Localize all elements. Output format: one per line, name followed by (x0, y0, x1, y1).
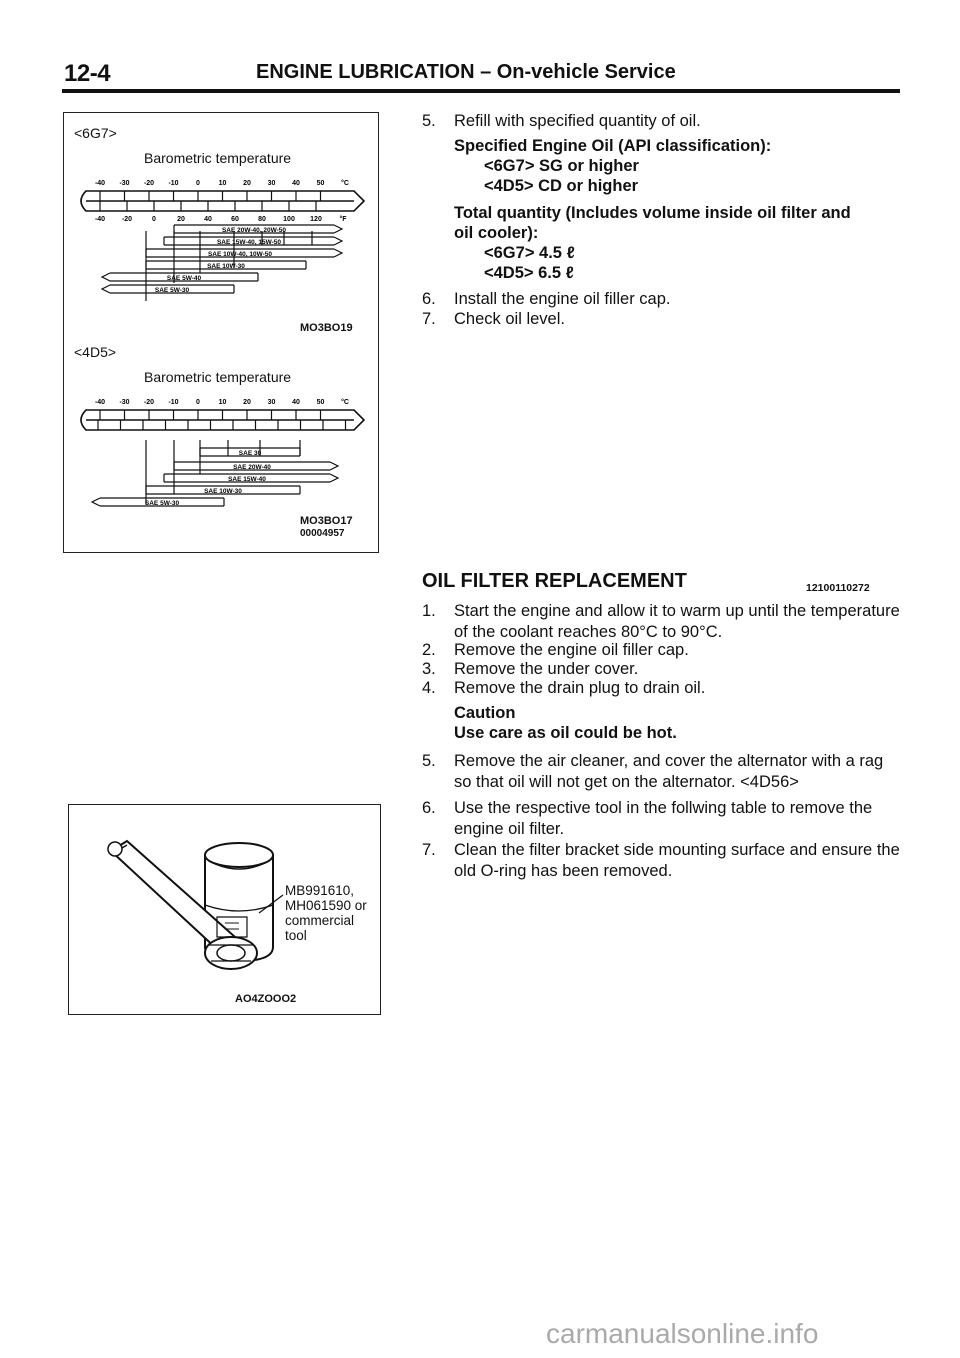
fahrenheit-tick-label: 40 (204, 216, 212, 223)
viscosity-chart-4d5 (64, 386, 378, 516)
fahrenheit-tick-label: 60 (231, 216, 239, 223)
grade-bars (102, 225, 342, 301)
step-number: 3. (422, 660, 436, 678)
celsius-tick-label: 10 (218, 180, 227, 187)
grade-label: SAE 10W-40, 10W-50 (207, 251, 273, 258)
celsius-tick-label: 40 (292, 180, 300, 187)
grade-label: SAE 5W-40 (166, 275, 202, 282)
tool-caption-line: MB991610, (285, 883, 355, 898)
step-number: 4. (422, 679, 436, 697)
tool-caption-line: commercial (285, 913, 355, 928)
step-number: 1. (422, 602, 436, 620)
celsius-tick-label: 50 (316, 180, 325, 187)
arrow-right (330, 462, 338, 470)
step-text: Use the respective tool in the follwing table to remove the engine oil filter. (454, 799, 873, 838)
spec-6g7: <6G7> SG or higher (484, 157, 639, 175)
header-rule (62, 89, 900, 93)
arrow-left (92, 498, 100, 506)
celsius-tick-label: -40 (94, 180, 106, 187)
grade-label: SAE 10W-30 (204, 488, 242, 495)
fahrenheit-tick-label: 100 (283, 216, 295, 223)
thermometer-scale (81, 179, 364, 223)
arrow-right (330, 474, 338, 482)
celsius-tick-label: 0 (196, 399, 200, 406)
step-number: 7. (422, 841, 436, 859)
celsius-tick-label: 20 (243, 399, 251, 406)
figure-code: MO3BO17 (300, 515, 353, 527)
grade-label: SAE 15W-40, 15W-50 (216, 239, 282, 246)
caution-label: Caution (454, 704, 516, 722)
celsius-tick-label: 30 (267, 399, 276, 406)
celsius-tick-label: -10 (168, 399, 179, 406)
caution-text: Use care as oil could be hot. (454, 724, 677, 742)
total-heading-cont: oil cooler): (454, 224, 539, 242)
chart-title-4d5: Barometric temperature (144, 369, 292, 385)
figure-code: AO4ZOOO2 (235, 993, 297, 1005)
grade-label: SAE 30 (238, 450, 262, 457)
watermark: carmanualsonline.info (546, 1318, 819, 1349)
tool-caption (285, 883, 367, 943)
tool-caption-line: tool (285, 928, 307, 943)
page-number: 12-4 (64, 60, 111, 87)
total-4d5: <4D5> 6.5 ℓ (484, 264, 574, 282)
step-text: Refill with specified quantity of oil. (454, 112, 701, 130)
grade-label: SAE 15W-40 (228, 476, 266, 483)
grade-bars (92, 440, 338, 507)
celsius-tick-label: 40 (292, 399, 300, 406)
grade-label: SAE 5W-30 (144, 500, 180, 507)
fahrenheit-tick-label: 0 (152, 216, 156, 223)
engine-label-4d5: <4D5> (74, 344, 117, 360)
figure-code: MO3BO19 (300, 322, 353, 334)
figure-oil-viscosity-chart (63, 112, 379, 553)
step-text: Start the engine and allow it to warm up until the temperature of the coolant reaches 80°C to 90°C. (454, 602, 900, 641)
section-heading: OIL FILTER REPLACEMENT (422, 570, 687, 592)
celsius-tick-label: -30 (119, 180, 130, 187)
celsius-tick-label: °C (341, 180, 349, 187)
celsius-tick-label: 50 (316, 399, 325, 406)
step-number: 5. (422, 752, 436, 770)
step-number: 7. (422, 310, 436, 328)
step-number: 6. (422, 799, 436, 817)
spec-heading: Specified Engine Oil (API classification): (454, 137, 772, 155)
total-6g7: <6G7> 4.5 ℓ (484, 244, 575, 262)
spec-4d5: <4D5> CD or higher (484, 177, 639, 195)
viscosity-chart-6g7 (64, 167, 378, 317)
arrow-right (334, 225, 342, 233)
thermometer-scale (81, 398, 364, 430)
step-text: Remove the under cover. (454, 660, 639, 678)
fahrenheit-tick-label: -40 (94, 216, 106, 223)
step-text: Remove the engine oil filler cap. (454, 641, 689, 659)
celsius-tick-label: 0 (196, 180, 200, 187)
celsius-tick-label: -20 (143, 399, 155, 406)
fahrenheit-tick-label: 80 (258, 216, 266, 223)
step-text: Install the engine oil filler cap. (454, 290, 671, 308)
grade-label: SAE 20W-40, 20W-50 (221, 227, 287, 234)
celsius-tick-label: 20 (243, 180, 251, 187)
fahrenheit-tick-label: 120 (310, 216, 322, 223)
grade-label: SAE 20W-40 (233, 464, 271, 471)
grade-label: SAE 5W-30 (154, 287, 190, 294)
grade-label: SAE 10W-30 (207, 263, 245, 270)
total-heading: Total quantity (Includes volume inside oil filter and (454, 204, 851, 222)
engine-label-6g7: <6G7> (74, 125, 117, 141)
step-text: Check oil level. (454, 310, 565, 328)
celsius-tick-label: -40 (94, 399, 106, 406)
figure-oil-filter-wrench (68, 804, 381, 1015)
section-code: 12100110272 (806, 582, 870, 594)
fahrenheit-tick-label: 20 (177, 216, 185, 223)
tool-caption-line: MH061590 or (285, 898, 367, 913)
arrow-right (334, 237, 342, 245)
step-number: 6. (422, 290, 436, 308)
page-title: ENGINE LUBRICATION – On-vehicle Service (256, 61, 676, 83)
arrow-left (102, 273, 110, 281)
step-number: 5. (422, 112, 436, 130)
figure-code-secondary: 00004957 (300, 528, 345, 539)
step-number: 2. (422, 641, 436, 659)
step-text: Clean the filter bracket side mounting surface and ensure the old O-ring has been removed. (454, 841, 900, 880)
celsius-tick-label: °C (341, 399, 349, 406)
arrow-right (334, 249, 342, 257)
fahrenheit-tick-label: °F (339, 216, 347, 223)
step-text: Remove the drain plug to drain oil. (454, 679, 706, 697)
arrow-left (102, 285, 110, 293)
fahrenheit-tick-label: -20 (121, 216, 133, 223)
step-text: Remove the air cleaner, and cover the alternator with a rag so that oil will not get on the alternator. <4D56> (454, 752, 884, 791)
celsius-tick-label: -20 (143, 180, 155, 187)
chart-title-6g7: Barometric temperature (144, 150, 292, 166)
celsius-tick-label: -30 (119, 399, 130, 406)
celsius-tick-label: 10 (218, 399, 227, 406)
celsius-tick-label: 30 (267, 180, 276, 187)
celsius-tick-label: -10 (168, 180, 179, 187)
